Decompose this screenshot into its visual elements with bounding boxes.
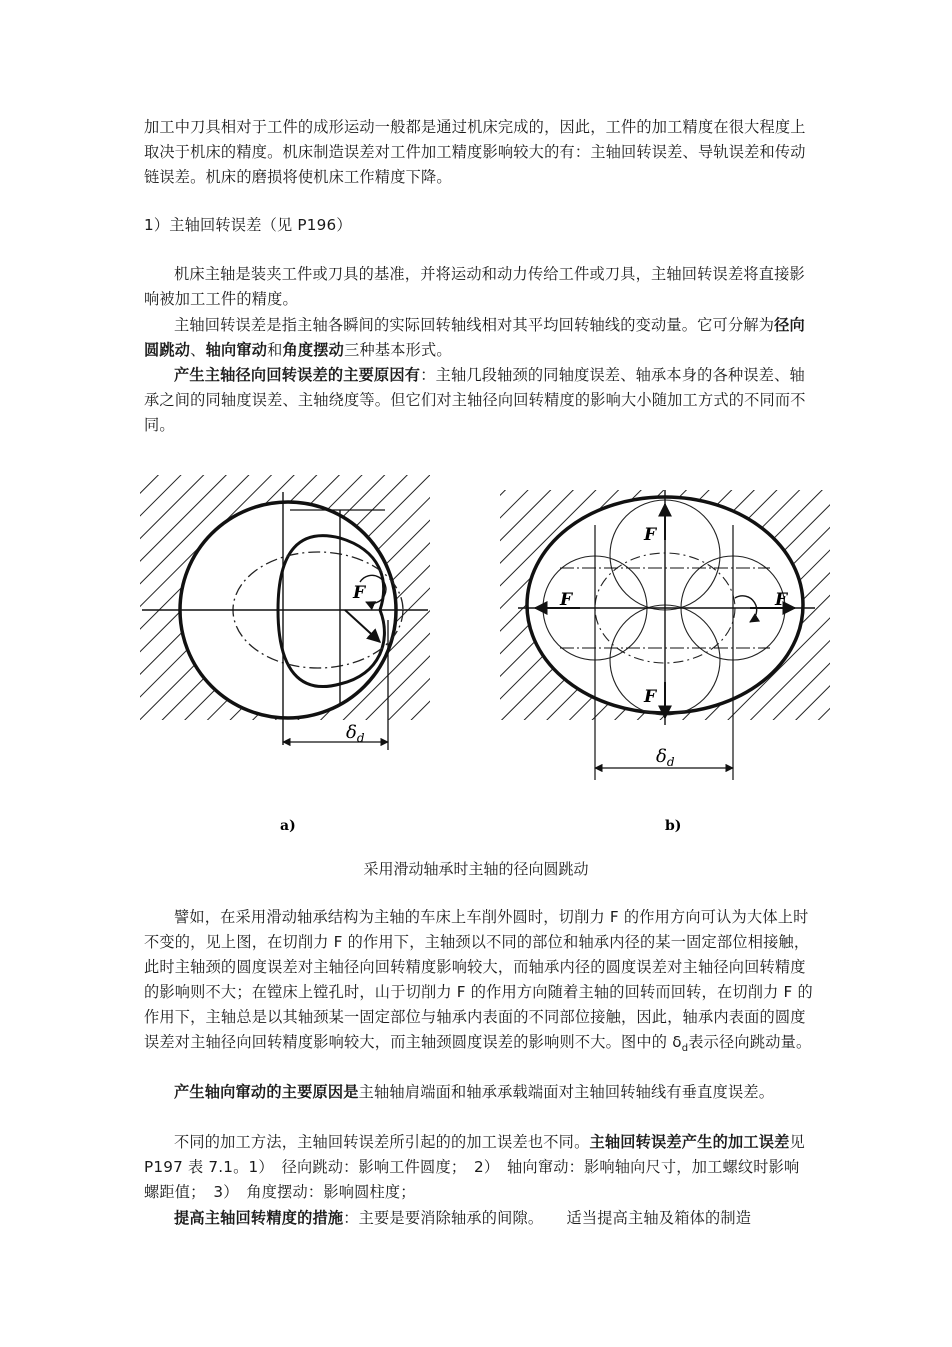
figure-a-delta-label [346,722,365,745]
figure-caption: 采用滑动轴承时主轴的径向圆跳动 [363,860,589,878]
p4-subscript: d [681,1043,689,1055]
p5-rest: 主轴轴肩端面和轴承承载端面对主轴回转轴线有垂直度误差。 [358,1083,775,1101]
p4-text-a: 譬如，在采用滑动轴承结构为主轴的车床上车削外圆时，切削力 F 的作用方向可认为大体上时不变的，见上图，在切削力 F 的作用下，主轴颈以不同的部位和轴承内径的某一固定部位相接触，此时主轴颈的圆度误差对主轴径向回转精度影响较大，而轴承内径的圆度误差对主轴径向回转精度的影响则不大；在镗床上镗孔时，山于切削力 F 的作用方向随着主轴的回转而回转，在切削力 F 的作用下，主轴总是以其轴颈某一固定部位与轴承内表面的不同部位接触，因此，轴承内表面的圆度误差对主轴径向回转精度影响较大，而主轴颈圆度误差的影响则不大。图中的 δ [144,908,813,1051]
figure-b-force-label-bottom: F [644,687,657,707]
figure-b-force-label-right: F [775,590,788,610]
figure-b [500,490,830,834]
section-heading: 1）主轴回转误差（见 P196） [144,216,352,234]
p3-rest: ：主轴几段轴颈的同轴度误差、轴承本身的各种误差、轴承之间的同轴度误差、主轴绕度等。但它们对主轴径向回转精度的影响大小随加工方式的不同而不同。 [144,366,806,434]
figure-b-delta-label [656,746,675,769]
figure-b-force-label-top: F [644,525,657,545]
p6-text-a: 不同的加工方法，主轴回转误差所引起的的加工误差也不同。 [174,1133,590,1151]
p2-term-radial: 径向圆跳动 [144,316,805,359]
p7-bold: 提高主轴回转精度的措施 [174,1209,344,1227]
p2-text-a: 主轴回转误差是指主轴各瞬间的实际回转轴线相对其平均回转轴线的变动量。它可分解为 [174,316,775,334]
p2-text-g: 三种基本形式。 [344,341,452,359]
figure-a-hatching [140,475,430,720]
figure-a-label: a) [280,818,296,834]
p2-text-c: 、 [190,341,206,359]
p6-bold: 主轴回转误差产生的加工误差 [589,1133,790,1151]
p2-term-angular: 角度摆动 [282,341,345,359]
bearing-figure [140,470,830,850]
paragraph-7 [144,1206,814,1231]
p3-bold: 产生主轴径向回转误差的主要原因有 [174,366,421,384]
figure-b-force-label-left: F [560,590,573,610]
figure-a-delta-subscript: d [356,731,365,745]
p6-text-b: 见 P197 表 7.1。1） 径向跳动：影响工件圆度； 2） 轴向窜动：影响轴向尺寸，加工螺纹时影响螺距值； 3） 角度摆动：影响圆柱度； [144,1133,805,1201]
figure-b-delta-subscript: d [666,755,675,769]
paragraph-3 [144,363,814,438]
intro-paragraph: 加工中刀具相对于工件的成形运动一般都是通过机床完成的，因此，工件的加工精度在很大程度上取决于机床的精度。机床制造误差对工件加工精度影响较大的有：主轴回转误差、导轨误差和传动链误差。机床的磨损将使机床工作精度下降。 [144,118,806,186]
figure-b-delta-symbol: δ [656,746,667,767]
paragraph-4 [144,905,814,1061]
figure-b-label: b) [665,818,682,834]
p4-text-b: 表示径向跳动量。 [688,1033,812,1051]
figure-a [140,475,430,834]
figure-a-force-label: F [353,583,366,603]
figure-a-delta-symbol: δ [346,722,357,743]
p5-bold: 产生轴向窜动的主要原因是 [174,1083,359,1101]
p7-rest: ：主要是要消除轴承的间隙。 适当提高主轴及箱体的制造 [343,1209,752,1227]
paragraph-6 [144,1130,814,1205]
paragraph-5 [144,1080,814,1105]
p2-text-e: 和 [267,341,283,359]
p2-term-axial: 轴向窜动 [205,341,268,359]
paragraph-2 [144,313,814,363]
paragraph-1: 机床主轴是装夹工件或刀具的基准，并将运动和动力传给工件或刀具，主轴回转误差将直接影响被加工工件的精度。 [144,265,805,308]
